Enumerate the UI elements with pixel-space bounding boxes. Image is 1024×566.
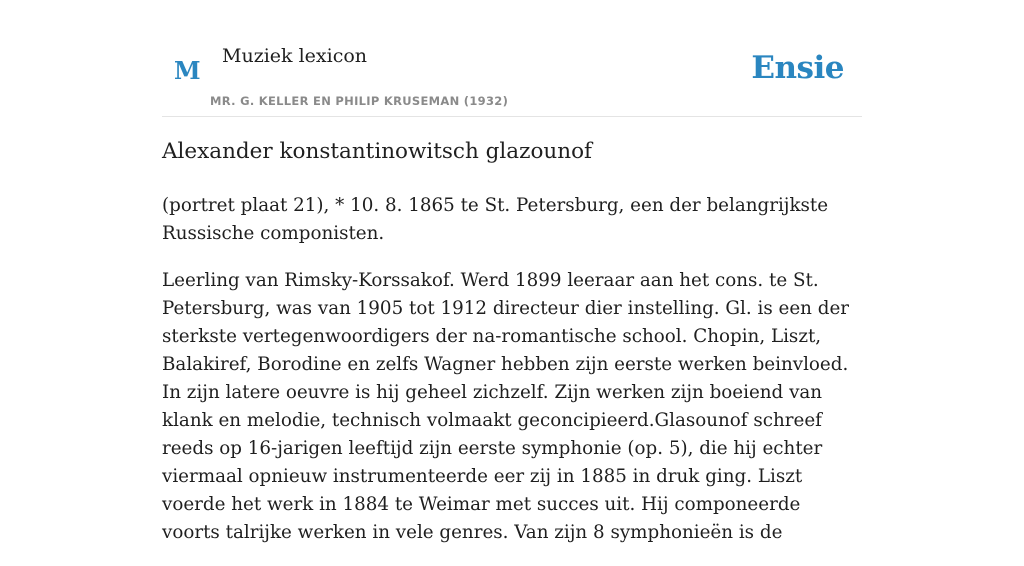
header xyxy=(162,0,862,117)
article-content xyxy=(162,192,862,566)
page xyxy=(162,0,862,543)
book-authors: MR. G. KELLER EN PHILIP KRUSEMAN (1932) xyxy=(210,94,509,108)
book-logo-icon[interactable]: M xyxy=(174,56,201,85)
article-paragraph-2: Leerling van Rimsky-Korssakof. Werd 1899 leeraar aan het cons. te St. Petersburg, was van 1905 tot 1912 directeur dier instelling. Gl. is een der sterkste vertegenwoordigers der na-romantische school. Chopin, Liszt, Balakiref, Borodine en zelfs Wagner hebben zijn eerste werken beinvloed. In zijn latere oeuvre is hij geheel zichzelf. Zijn werken zijn boeiend van klank en melodie, technisch volmaakt geconcipieerd.Glasounof schreef reeds op 16-jarigen leeftijd zijn eerste symphonie (op. 5), die hij echter viermaal opnieuw instrumenteerde eer zij in 1885 in druk ging. Liszt voerde het werk in 1884 te Weimar met succes uit. Hij componeerde voorts talrijke werken in vele genres. Van zijn 8 symphonieën is de xyxy=(162,270,850,543)
book-title-link[interactable]: Muziek lexicon xyxy=(222,45,368,67)
ensie-logo-link[interactable]: Ensie xyxy=(751,50,844,86)
article-paragraph-1: (portret plaat 21), * 10. 8. 1865 te St. Petersburg, een der belangrijkste Russische componisten. xyxy=(162,195,829,244)
article-title: Alexander konstantinowitsch glazounof xyxy=(162,139,592,164)
